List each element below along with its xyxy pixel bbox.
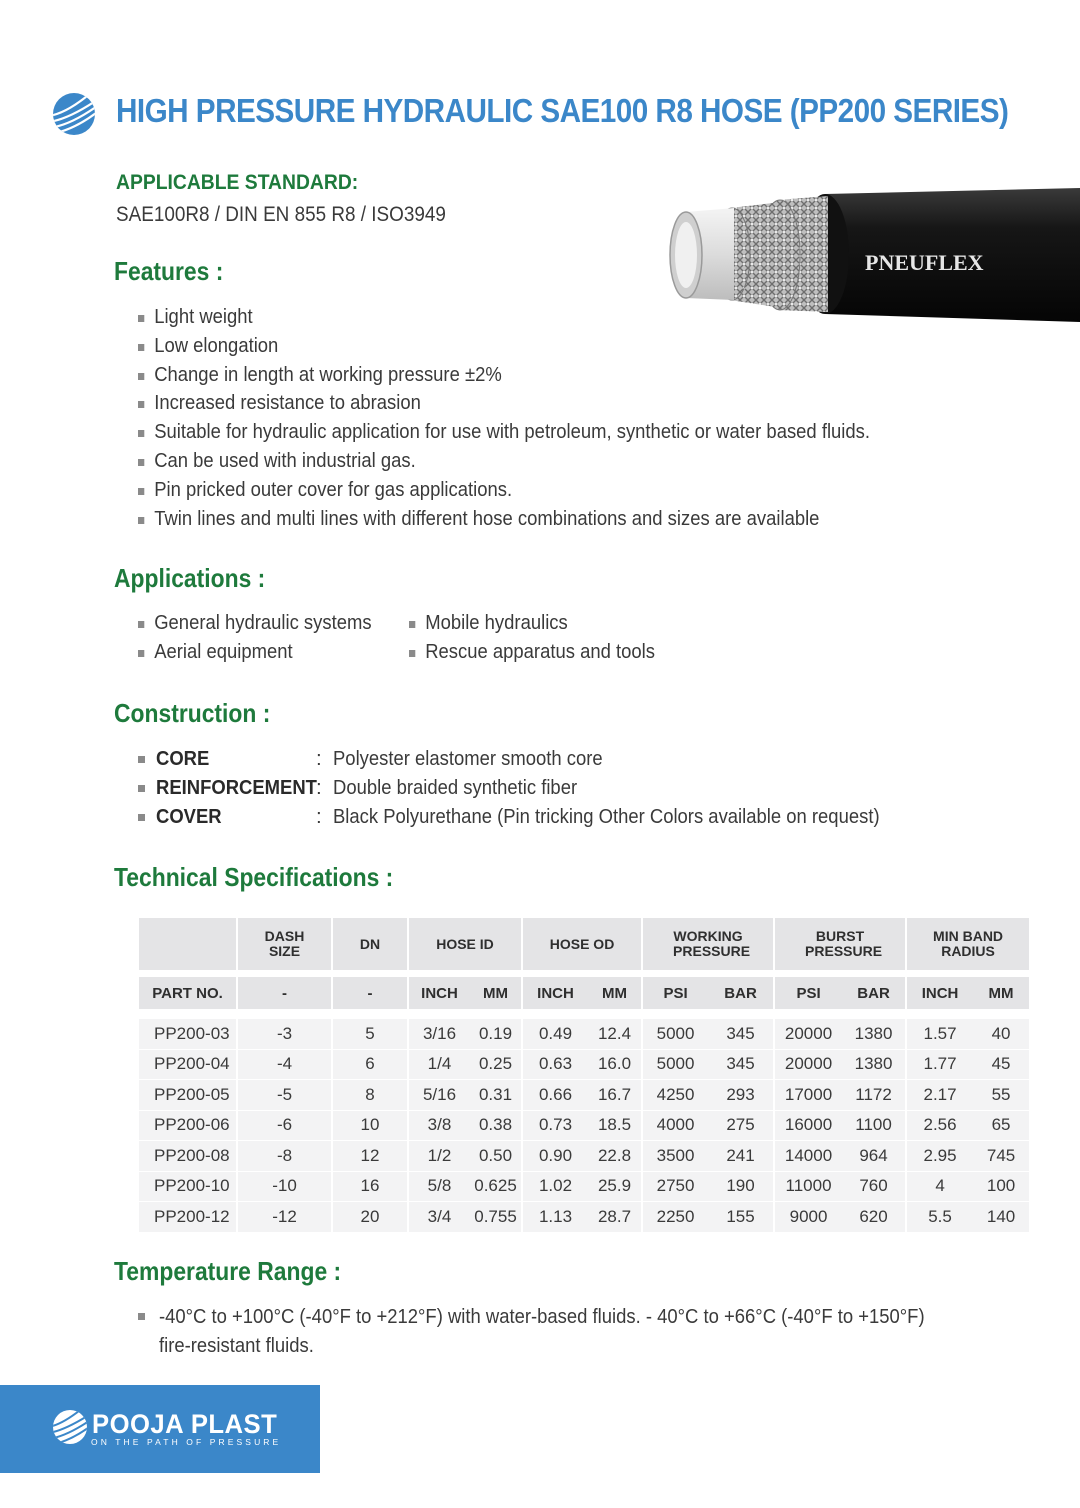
spec-subheader: PSI: [642, 977, 708, 1009]
spec-cell: 1/2: [408, 1141, 470, 1172]
spec-cell: 190: [708, 1171, 774, 1202]
spec-subheader: MM: [470, 977, 522, 1009]
applications-list-col2: [409, 609, 682, 667]
spec-cell: 745: [973, 1141, 1029, 1172]
spec-cell: 0.19: [470, 1019, 522, 1050]
spec-cell: 345: [708, 1049, 774, 1080]
spec-cell: 5/8: [408, 1171, 470, 1202]
spec-cell: 0.66: [522, 1080, 588, 1111]
specs-heading: Technical Specifications :: [114, 862, 394, 892]
spec-cell: 2.17: [906, 1080, 973, 1111]
features-heading: Features :: [114, 256, 224, 286]
construction-heading: Construction :: [114, 698, 271, 728]
applications-list-col1: [138, 609, 398, 667]
list-item: Low elongation: [138, 332, 870, 361]
spec-cell: 2.95: [906, 1141, 973, 1172]
spec-cell: 16000: [774, 1110, 842, 1141]
spec-cell: 20000: [774, 1049, 842, 1080]
spec-cell: 1/4: [408, 1049, 470, 1080]
part-number-cell: PP200-10: [139, 1171, 237, 1202]
spec-cell: 2.56: [906, 1110, 973, 1141]
spec-cell: -12: [237, 1202, 332, 1232]
spec-cell: 0.90: [522, 1141, 588, 1172]
spec-cell: 0.31: [470, 1080, 522, 1111]
pooja-plast-logo-icon: [52, 92, 96, 136]
spec-cell: 11000: [774, 1171, 842, 1202]
spec-cell: 14000: [774, 1141, 842, 1172]
spec-cell: 620: [842, 1202, 906, 1232]
spec-cell: -3: [237, 1019, 332, 1050]
spec-cell: 0.625: [470, 1171, 522, 1202]
construction-value: Polyester elastomer smooth core: [333, 747, 603, 770]
standard-value: SAE100R8 / DIN EN 855 R8 / ISO3949: [116, 203, 446, 226]
list-item: Aerial equipment: [138, 638, 372, 667]
spec-cell: 1172: [842, 1080, 906, 1111]
spec-subheader: INCH: [408, 977, 470, 1009]
spec-cell: 1.13: [522, 1202, 588, 1232]
spec-cell: 9000: [774, 1202, 842, 1232]
construction-key: CORE: [156, 747, 210, 770]
spec-cell: 275: [708, 1110, 774, 1141]
spec-cell: 40: [973, 1019, 1029, 1050]
spec-subheader: BAR: [842, 977, 906, 1009]
spec-cell: 20: [332, 1202, 408, 1232]
spec-cell: 28.7: [588, 1202, 642, 1232]
pooja-plast-footer-logo-icon: [52, 1409, 88, 1445]
spec-cell: 18.5: [588, 1110, 642, 1141]
spec-cell: 6: [332, 1049, 408, 1080]
spec-cell: 25.9: [588, 1171, 642, 1202]
part-number-cell: PP200-12: [139, 1202, 237, 1232]
spec-subheader-row: [139, 977, 1029, 1009]
spec-cell: 1380: [842, 1019, 906, 1050]
construction-key: REINFORCEMENT: [156, 776, 317, 799]
page-title: HIGH PRESSURE HYDRAULIC SAE100 R8 HOSE (PP200 SERIES): [116, 92, 1009, 129]
spec-cell: 0.25: [470, 1049, 522, 1080]
spec-cell: 0.49: [522, 1019, 588, 1050]
spec-cell: -6: [237, 1110, 332, 1141]
table-row: [139, 1110, 1029, 1141]
table-row: [139, 1080, 1029, 1111]
spec-cell: 1.57: [906, 1019, 973, 1050]
spec-cell: 3500: [642, 1141, 708, 1172]
spec-cell: 2750: [642, 1171, 708, 1202]
spec-group-header: HOSE ID: [408, 918, 522, 970]
spec-cell: 1380: [842, 1049, 906, 1080]
list-item: Twin lines and multi lines with different hose combinations and sizes are available: [138, 505, 870, 534]
spec-cell: -8: [237, 1141, 332, 1172]
spec-cell: 1.77: [906, 1049, 973, 1080]
spec-subheader: INCH: [522, 977, 588, 1009]
spec-cell: 5: [332, 1019, 408, 1050]
spec-cell: 3/8: [408, 1110, 470, 1141]
table-row: [139, 1141, 1029, 1172]
list-item: General hydraulic systems: [138, 609, 372, 638]
list-item: Change in length at working pressure ±2%: [138, 361, 870, 390]
spec-cell: 345: [708, 1019, 774, 1050]
spec-cell: 4000: [642, 1110, 708, 1141]
spec-subheader: MM: [973, 977, 1029, 1009]
spec-group-header: MIN BAND RADIUS: [906, 918, 1029, 970]
spec-cell: -10: [237, 1171, 332, 1202]
list-item: Suitable for hydraulic application for use with petroleum, synthetic or water based fluids.: [138, 418, 870, 447]
spec-group-header: WORKING PRESSURE: [642, 918, 774, 970]
list-item: Increased resistance to abrasion: [138, 389, 870, 418]
table-row: [139, 1171, 1029, 1202]
spec-cell: 964: [842, 1141, 906, 1172]
features-list: [138, 303, 951, 533]
spec-cell: 55: [973, 1080, 1029, 1111]
part-number-cell: PP200-06: [139, 1110, 237, 1141]
spec-subheader: INCH: [906, 977, 973, 1009]
table-row: [139, 1202, 1029, 1232]
spec-cell: 5/16: [408, 1080, 470, 1111]
spec-cell: 12.4: [588, 1019, 642, 1050]
spec-subheader: -: [332, 977, 408, 1009]
part-number-cell: PP200-08: [139, 1141, 237, 1172]
spec-group-header: DASH SIZE: [237, 918, 332, 970]
table-row: [139, 1049, 1029, 1080]
spec-cell: 0.50: [470, 1141, 522, 1172]
spec-group-header-row: [139, 918, 1029, 970]
spec-cell: 140: [973, 1202, 1029, 1232]
list-item: Pin pricked outer cover for gas applications.: [138, 476, 870, 505]
list-item: Rescue apparatus and tools: [409, 638, 655, 667]
construction-value: Black Polyurethane (Pin tricking Other Colors available on request): [333, 805, 880, 828]
spec-table: [139, 918, 1029, 1232]
temperature-text: -40°C to +100°C (-40°F to +212°F) with water-based fluids. - 40°C to +66°C (-40°F to +150°F) fire-resistant fluids.: [159, 1305, 925, 1357]
spec-cell: 1100: [842, 1110, 906, 1141]
footer-brand-name: POOJA PLAST: [92, 1409, 278, 1439]
footer-tagline: ON THE PATH OF PRESSURE: [91, 1437, 282, 1447]
spec-cell: 22.8: [588, 1141, 642, 1172]
spec-cell: 17000: [774, 1080, 842, 1111]
spec-subheader: PART NO.: [139, 977, 237, 1009]
spec-cell: 0.73: [522, 1110, 588, 1141]
spec-cell: 20000: [774, 1019, 842, 1050]
spec-cell: 5.5: [906, 1202, 973, 1232]
spec-cell: -4: [237, 1049, 332, 1080]
spec-cell: 8: [332, 1080, 408, 1111]
spec-group-header: BURST PRESSURE: [774, 918, 906, 970]
construction-value: Double braided synthetic fiber: [333, 776, 578, 799]
spec-cell: 16.7: [588, 1080, 642, 1111]
spec-cell: -5: [237, 1080, 332, 1111]
spec-cell: 0.755: [470, 1202, 522, 1232]
spec-subheader: BAR: [708, 977, 774, 1009]
part-number-cell: PP200-03: [139, 1019, 237, 1050]
spec-cell: 0.63: [522, 1049, 588, 1080]
part-number-cell: PP200-05: [139, 1080, 237, 1111]
spec-cell: 4250: [642, 1080, 708, 1111]
spec-cell: 155: [708, 1202, 774, 1232]
applications-heading: Applications :: [114, 563, 266, 593]
spec-subheader: PSI: [774, 977, 842, 1009]
spec-group-header: HOSE OD: [522, 918, 642, 970]
spec-group-header: [139, 918, 237, 970]
spec-cell: 5000: [642, 1049, 708, 1080]
part-number-cell: PP200-04: [139, 1049, 237, 1080]
list-item: Mobile hydraulics: [409, 609, 655, 638]
spec-cell: 0.38: [470, 1110, 522, 1141]
spec-subheader: MM: [588, 977, 642, 1009]
standard-label: APPLICABLE STANDARD:: [116, 171, 359, 194]
spec-cell: 4: [906, 1171, 973, 1202]
list-item: Can be used with industrial gas.: [138, 447, 870, 476]
spec-cell: 5000: [642, 1019, 708, 1050]
spec-cell: 65: [973, 1110, 1029, 1141]
spec-cell: 10: [332, 1110, 408, 1141]
table-row: [139, 1019, 1029, 1050]
spec-cell: 760: [842, 1171, 906, 1202]
construction-key: COVER: [156, 805, 222, 828]
spec-cell: 16.0: [588, 1049, 642, 1080]
spec-subheader: -: [237, 977, 332, 1009]
spec-cell: 45: [973, 1049, 1029, 1080]
spec-cell: 12: [332, 1141, 408, 1172]
spec-cell: 16: [332, 1171, 408, 1202]
list-item: Light weight: [138, 303, 870, 332]
temperature-heading: Temperature Range :: [114, 1256, 342, 1286]
spec-cell: 100: [973, 1171, 1029, 1202]
spec-cell: 3/16: [408, 1019, 470, 1050]
spec-cell: 3/4: [408, 1202, 470, 1232]
spec-group-header: DN: [332, 918, 408, 970]
spec-cell: 2250: [642, 1202, 708, 1232]
spec-cell: 1.02: [522, 1171, 588, 1202]
hose-brand-text: PNEUFLEX: [865, 250, 984, 275]
spec-cell: 293: [708, 1080, 774, 1111]
spec-cell: 241: [708, 1141, 774, 1172]
